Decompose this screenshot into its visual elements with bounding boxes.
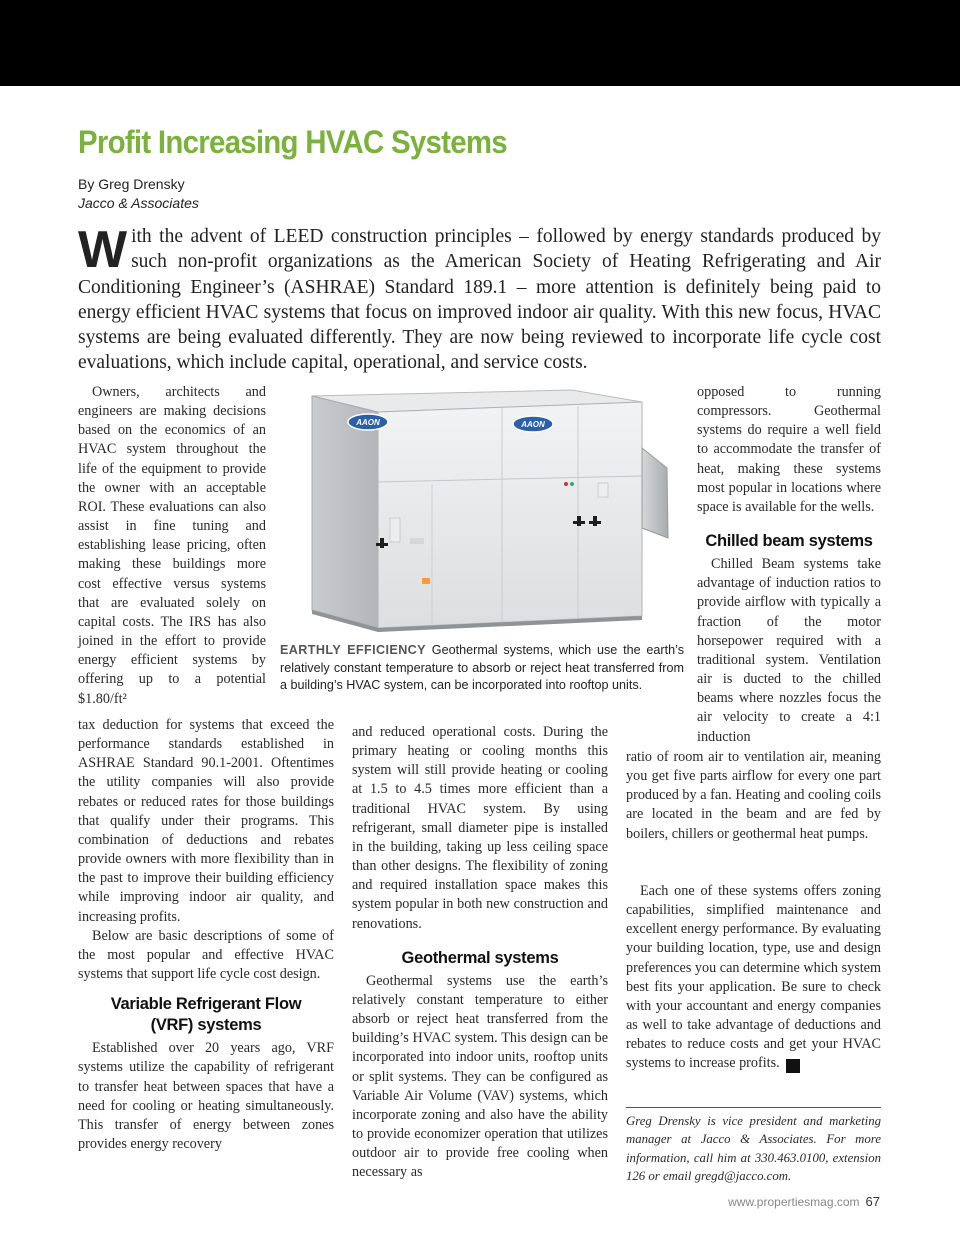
- footer-url: www.propertiesmag.com: [728, 1195, 860, 1209]
- body-paragraph: Geothermal systems use the earth’s relatively constant temperature to either absorb or reject heat transferred from the building’s HVAC system. This design can be incorporated into indoor units, rooftop units or split systems. They can be configured as Variable Air Volume (VAV) systems, which incorporate zoning and also have the ability to provide economizer operation that utilizes outdoor air to provide free cooling when necessary as: [352, 972, 608, 1181]
- intro-paragraph: [78, 221, 881, 376]
- body-paragraph: Below are basic descriptions of some of the most popular and effective HVAC systems that support life cycle cost design.: [78, 927, 334, 983]
- column-3-middle: [626, 748, 881, 844]
- caption-text: Geothermal systems, which use the earth’s relatively constant temperature to absorb or reject heat transferred from a building’s HVAC system, can be incorporated into rooftop units.: [280, 643, 684, 692]
- body-paragraph: ratio of room air to ventilation air, meaning you get five parts airflow for every one part produced by a fan. Heating and cooling coils are located in the beam and are fed by boilers, chillers or geothermal heat pumps.: [626, 749, 881, 842]
- body-paragraph: Chilled Beam systems take advantage of induction ratios to provide airflow with typically a fraction of the motor horsepower required with a traditional system. Ventilation air is ducted to the chilled beams where nozzles focus the air velocity to create a 4:1 induction: [697, 556, 881, 745]
- heading-line: (VRF) systems: [150, 1016, 262, 1035]
- aaon-logo-right: [513, 416, 553, 432]
- byline: By Greg Drensky: [78, 176, 185, 192]
- aaon-logo-left: [348, 414, 388, 430]
- body-paragraph: and reduced operational costs. During the primary heating or cooling months this system will still provide heating or cooling at 1.5 to 4.5 times more efficient than a traditional HVAC system. By using refrigerant, small diameter pipe is installed in the building, taking up less ceiling space than other designs. The flexibility of zoning and required installation space makes this system popular in both new construction and renovations.: [352, 724, 608, 932]
- column-1-top: [78, 383, 266, 709]
- hvac-unit-photo: [282, 388, 682, 634]
- column-1-bottom: [78, 716, 334, 1154]
- column-3-top: [697, 383, 881, 747]
- author-bio: Greg Drensky is vice president and marketing manager at Jacco & Associates. For more information, call him at 330.463.0100, extension 126 or email gregd@jacco.com.: [626, 1114, 881, 1183]
- body-paragraph: [626, 882, 881, 1074]
- top-black-bar: [0, 0, 960, 86]
- intro-text: ith the advent of LEED construction principles – followed by energy standards produced by such non-profit organizations as the American Society of Heating Refrigerating and Air Conditioning Engineer’s (ASHRAE) Standard 189.1 – more attention is definitely being paid to energy efficient HVAC systems that focus on improved indoor air quality. With this new focus, HVAC systems are being evaluated differently. They are now being reviewed to incorporate life cycle cost evaluations, which include capital, operational, and service costs.: [78, 226, 881, 374]
- svg-text:AAON: AAON: [521, 420, 545, 429]
- body-paragraph: opposed to running compressors. Geothermal systems do require a well field to accommodate the transfer of heat, making these systems most popular in locations where space is available for the wells.: [697, 384, 881, 515]
- body-paragraph: Owners, architects and engineers are making decisions based on the economics of an HVAC system throughout the life of the equipment to provide the owner with an acceptable ROI. These evaluations can also assist in fine tuning and establishing lease pricing, often making these buildings more cost effective versus systems that are evaluated solely on capital costs. The IRS has also joined in the effort to provide energy efficient systems by offering up to a potential $1.80/ft²: [78, 384, 266, 707]
- page-footer: [728, 1194, 880, 1209]
- section-heading-vrf: [78, 994, 334, 1036]
- heading-line: Variable Refrigerant Flow: [110, 995, 302, 1014]
- bio-divider: [626, 1107, 881, 1108]
- caption-lead: EARTHLY EFFICIENCY: [280, 643, 426, 657]
- section-heading-geothermal: Geothermal systems: [401, 948, 559, 967]
- page-number: 67: [865, 1194, 880, 1209]
- article-title: Profit Increasing HVAC Systems: [78, 124, 507, 160]
- column-2: [352, 723, 608, 1182]
- paragraph-text: Each one of these systems offers zoning capabilities, simplified maintenance and excellent energy performance. By evaluating your building location, type, use and design preferences you can determine which system best fits your application. Be sure to check with your accountant and energy companies as well to take advantage of deductions and rebates to reduce costs and get your HVAC systems to increase profits.: [626, 883, 881, 1072]
- svg-text:AAON: AAON: [356, 418, 380, 427]
- section-heading-chilled-beam: Chilled beam systems: [705, 532, 873, 551]
- photo-caption: [280, 642, 684, 695]
- end-mark-icon: P: [786, 1059, 800, 1073]
- body-paragraph: Established over 20 years ago, VRF systems utilize the capability of refrigerant to transfer heat between spaces that have a need for cooling or heating simultaneously. This transfer of energy between zones provides energy recovery: [78, 1040, 334, 1152]
- author-affiliation: Jacco & Associates: [78, 195, 199, 211]
- drop-cap: W: [78, 221, 128, 279]
- body-paragraph: tax deduction for systems that exceed the performance standards established in ASHRAE Standard 90.1-2001. Oftentimes the utility companies will also provide rebates or reduced rates for those buildings that qualify under their programs. This combination of deductions and rebates provide owners with more flexibility than in the past to improve their building efficiency while improving indoor air quality, and increasing profits.: [78, 717, 334, 925]
- column-3-bottom: [626, 882, 881, 1074]
